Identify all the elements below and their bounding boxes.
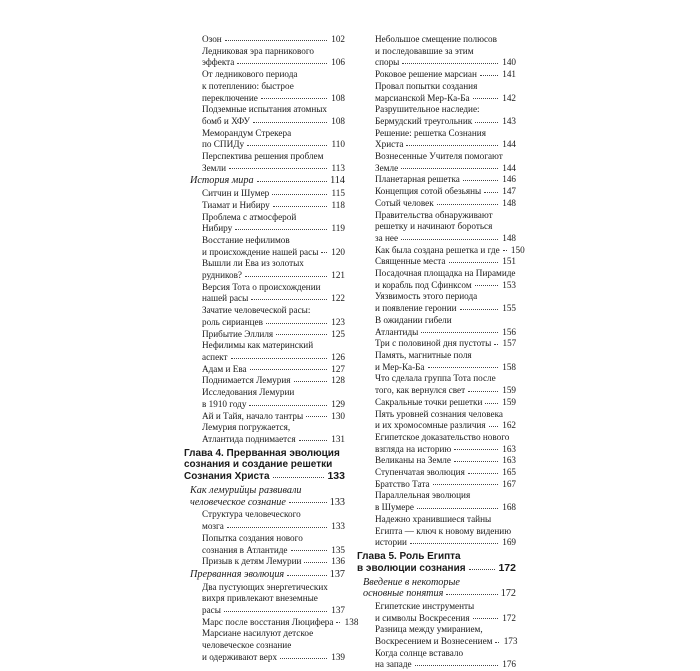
dot-leader [266,323,327,324]
toc-entry-text: Глава 4. Прерванная эволюция [184,447,340,459]
toc-entry-text: Что сделала группа Тота после [375,373,496,384]
toc-entry-text: основные понятия [363,588,444,600]
toc-entry [184,128,345,151]
dot-leader [475,285,498,286]
toc-entry-text: Великаны на Земле [375,455,451,466]
toc-entry [184,104,345,127]
toc-entry-text: Лемурия погружается, [202,422,291,433]
toc-entry-text: Христа [375,139,404,150]
page-number: 156 [502,326,516,337]
toc-entry-text: и последовавшие за этим [375,45,474,56]
page-number: 133 [329,496,345,508]
page-number: 108 [331,115,345,126]
toc-entry-text: Решение: решетка Сознания [375,127,486,138]
toc-entry [357,104,516,127]
dot-leader [402,63,498,64]
toc-entry [357,256,516,268]
dot-leader [299,440,327,441]
toc-entry [184,305,345,328]
page-number: 102 [331,34,345,44]
dot-leader [276,334,327,335]
toc-entry [357,198,516,210]
page-number: 157 [502,338,517,349]
page-number: 148 [502,197,516,208]
toc-entry [184,258,345,281]
toc-entry [357,186,516,198]
dot-leader [273,206,327,207]
page-number: 126 [331,351,345,362]
dot-leader [468,391,498,392]
page-number: 139 [331,651,345,662]
toc-entry [357,81,516,104]
dot-leader [433,484,498,485]
toc-entry-text: Вышли ли Ева из золотых [202,258,304,269]
page-number: 106 [331,57,345,68]
toc-entry-text: Земли [202,162,226,173]
toc-entry-text: Проблема с атмосферой [202,211,297,222]
toc-entry-text: Память, магнитные поля [375,349,472,360]
dot-leader [287,575,327,576]
dot-leader [406,145,498,146]
page-number: 172 [500,588,516,600]
dot-leader [469,569,496,570]
toc-entry-text: Атлантида поднимается [202,433,296,444]
toc-entry-text: Три с половиной дня пустоты [375,338,492,349]
page-number: 169 [502,537,516,548]
page-number: 153 [502,279,516,290]
page-number: 141 [502,69,516,80]
toc-entry-text: человеческое сознание [202,640,292,651]
toc-entry-text: и корабль под Сфинксом [375,279,472,290]
toc-entry [184,34,345,46]
toc-entry-text: Адам и Ева [202,363,247,374]
toc-entry-text: Провал попытки создания [375,80,478,91]
toc-entry-text: Вознесенные Учителя помогают [375,151,503,162]
toc-entry [357,455,516,467]
page-number: 120 [331,246,345,257]
dot-leader [428,367,499,368]
toc-entry-text: Атлантиды [375,326,419,337]
page-number: 129 [331,398,345,409]
toc-entry-text: Бермудский треугольник [375,115,473,126]
toc-entry-text: От ледникового периода [202,69,298,80]
dot-leader [449,262,498,263]
toc-entry-text: Разница между умиранием, [375,624,483,635]
toc-entry-text: Введение в некоторые [363,576,460,588]
toc-chapter [357,551,516,575]
page-number: 151 [502,256,516,267]
toc-entry [357,210,516,245]
page-number: 143 [502,115,516,126]
dot-leader [454,461,498,462]
toc-entry-text: Земле [375,162,399,173]
toc-entry-text: Небольшое смещение полюсов [375,34,497,44]
toc-entry-text: История мира [190,175,254,187]
dot-leader [257,181,327,182]
dot-leader [272,194,327,195]
toc-entry-text: Попытка создания нового [202,532,303,543]
toc-column-left [184,34,359,664]
toc-entry [357,432,516,455]
dot-leader [237,63,327,64]
toc-entry [184,69,345,104]
toc-entry-text: Ледниковая эра парникового [202,45,314,56]
page-number: 115 [331,188,345,199]
dot-leader [421,332,498,333]
page-number: 137 [331,605,345,616]
toc-entry-text: Нибиру [202,223,233,234]
toc-entry-text: и Мер-Ка-Ба [375,361,425,372]
toc-entry-text: Посадочная площадка на Пирамиде [375,268,516,279]
toc-entry [184,282,345,305]
toc-entry [357,624,516,647]
toc-entry [357,338,516,350]
toc-entry [357,69,516,81]
toc-entry [184,188,345,200]
toc-entry-text: Уязвимость этого периода [375,291,478,302]
page-number: 118 [331,199,345,210]
toc-entry [357,350,516,373]
toc-entry [357,601,516,624]
page-number: 146 [502,174,516,185]
toc-entry-text: аспект [202,351,228,362]
toc-entry-text: Пять уровней сознания человека [375,408,503,419]
page-number: 165 [502,467,516,478]
toc-entry-text: Глава 5. Роль Египта [357,550,461,562]
toc-entry-text: сознания в Атлантиде [202,544,288,555]
toc-entry [184,364,345,376]
dot-leader [475,122,498,123]
dot-leader [463,180,498,181]
toc-entry-text: и одерживают верх [202,651,278,662]
page-number: 127 [331,363,345,374]
toc-entry-text: роль сирианцев [202,316,263,327]
dot-leader [480,75,498,76]
page-number: 147 [502,186,516,197]
page-number: 159 [502,396,516,407]
toc-entry-text: Священные места [375,256,446,267]
page-number: 162 [502,420,516,431]
toc-entry [357,244,525,257]
toc-entry-text: человеческое сознание [190,496,286,508]
page-number: 163 [502,443,516,454]
page-number: 138 [344,616,359,627]
page-number: 155 [502,303,516,314]
dot-leader [306,416,327,417]
toc-entry [357,479,516,491]
page-number: 128 [331,375,345,386]
dot-leader [291,550,327,551]
toc-entry [357,291,516,314]
page-number: 119 [331,223,345,234]
toc-entry-text: Тиамат и Нибиру [202,199,270,210]
toc-entry [184,411,345,423]
toc-entry-text: Зачатие человеческой расы: [202,305,311,316]
toc-entry-text: Марсиане насилуют детское [202,628,314,639]
toc-entry-text: на западе [375,659,412,670]
toc-entry-text: Надежно хранившиеся тайны [375,513,492,524]
toc-entry [357,648,516,671]
toc-entry-text: за нее [375,232,399,243]
toc-entry-text: Ситчин и Шумер [202,188,270,199]
toc-entry-text: Планетарная решетка [375,174,460,185]
page-number: 122 [331,293,345,304]
dot-leader [249,405,327,406]
toc-entry-text: в 1910 году [202,398,247,409]
dot-leader [280,658,327,659]
toc-entry [357,151,516,174]
toc-entry-text: и появление геронии [375,303,457,314]
page-number: 172 [498,561,516,574]
toc-entry [184,533,345,556]
dot-leader [336,622,340,623]
dot-leader [415,665,498,666]
toc-entry-text: Поднимается Лемурия [202,375,291,386]
dot-leader [454,449,498,450]
toc-entry [357,128,516,151]
toc-entry [184,375,345,387]
dot-leader [261,98,327,99]
toc-entry-text: Меморандум Стрекера [202,127,292,138]
toc-entry-text: рудников? [202,270,243,281]
dot-leader [294,381,328,382]
toc-entry [184,582,345,617]
toc-entry [184,329,345,341]
dot-leader [231,358,327,359]
dot-leader [245,276,327,277]
toc-entry-text: Разрушительное наследие: [375,104,480,115]
toc-entry-text: вихря привлекают внеземные [202,593,318,604]
toc-entry-text: по СПИДу [202,139,245,150]
dot-leader [401,168,498,169]
toc-entry-text: Перспектива решения проблем [202,151,324,162]
toc-column-right [357,34,525,671]
toc-entry [357,467,516,479]
page-number: 148 [502,232,516,243]
page-number: 108 [331,92,345,103]
page-number: 158 [502,361,516,372]
toc-entry-text: Версия Тота о происхождении [202,281,321,292]
dot-leader [321,252,327,253]
toc-entry [357,397,516,409]
toc-entry-text: сознания и создание решетки [184,459,333,471]
page-number: 173 [503,636,518,647]
toc-entry-text: Воскресением и Вознесением [375,636,493,647]
dot-leader [229,168,327,169]
dot-leader [446,594,497,595]
toc-section [184,175,345,187]
toc-entry-text: переключение [202,92,258,103]
toc-entry-text: В ожидании гибели [375,314,452,325]
dot-leader [227,527,327,528]
dot-leader [473,618,498,619]
dot-leader [401,239,498,240]
toc-entry-text: и символы Воскресения [375,612,470,623]
toc-section [184,569,345,581]
toc-entry-text: Египетские инструменты [375,600,475,611]
toc-entry-text: нашей расы [202,293,249,304]
page-number: 135 [331,544,345,555]
toc-entry-text: Сакральные точки решетки [375,396,483,407]
toc-entry-text: Прибытие Эллиля [202,328,274,339]
toc-entry-text: Подземные испытания атомных [202,104,328,115]
toc-entry-text: Нефилимы как материнский [202,340,314,351]
toc-entry-text: взгляда на историю [375,443,452,454]
dot-leader [484,192,498,193]
dot-leader [485,403,498,404]
toc-entry-text: Параллельная эволюция [375,490,471,501]
page-number: 136 [331,556,345,567]
toc-entry-text: бомб и ХФУ [202,115,250,126]
toc-entry [184,151,345,174]
toc-entry [357,514,516,549]
toc-entry [357,490,516,513]
toc-entry-text: Египетское доказательство нового [375,431,510,442]
page-number: 172 [502,612,516,623]
toc-entry [357,409,516,432]
toc-entry-text: эффекта [202,57,235,68]
dot-leader [247,145,327,146]
dot-leader [437,204,498,205]
page-number: 130 [331,410,345,421]
page-number: 137 [329,568,345,580]
page-number: 167 [502,478,516,489]
dot-leader [224,611,327,612]
page-number: 110 [331,139,345,150]
dot-leader [289,502,327,503]
toc-entry [357,174,516,186]
toc-entry-text: мозга [202,521,224,532]
toc-entry-text: марсианской Мер-Ка-Ба [375,92,470,103]
toc-entry-text: Египта — ключ к новому видению [375,525,512,536]
dot-leader [460,309,498,310]
page-number: 131 [331,433,345,444]
toc-entry [184,212,345,235]
dot-leader [225,40,327,41]
dot-leader [473,98,498,99]
page-number: 140 [502,57,516,68]
page-number: 125 [331,328,345,339]
toc-entry [184,46,345,69]
toc-entry-text: того, как вернулся свет [375,385,466,396]
toc-entry-text: Правительства обнаруживают [375,209,493,220]
toc-entry [184,509,345,532]
toc-entry-text: споры [375,57,400,68]
toc-entry [357,315,516,338]
page-number: 176 [502,659,516,670]
toc-entry-text: Ай и Тайя, начало тантры [202,410,304,421]
page-number: 114 [330,175,345,187]
toc-entry [184,200,345,212]
page-number: 133 [331,521,345,532]
dot-leader [410,543,498,544]
toc-entry-text: Прерванная эволюция [190,568,285,580]
toc-entry-text: Восстание нефилимов [202,234,290,245]
toc-entry-text: решетку и начинают бороться [375,221,493,232]
toc-chapter [184,448,345,483]
toc-entry [357,373,516,396]
toc-entry-text: Братство Тата [375,478,430,489]
toc-entry-text: Сознания Христа [184,471,270,483]
toc-entry-text: к потеплению: быстрое [202,80,294,91]
page-number: 113 [331,162,345,173]
toc-entry [184,387,345,410]
toc-entry [184,235,345,258]
dot-leader [503,250,507,251]
page-number: 121 [331,270,345,281]
dot-leader [273,477,325,478]
page-number: 144 [502,139,516,150]
dot-leader [468,473,498,474]
dot-leader [250,369,327,370]
page-number: 133 [327,470,345,483]
toc-entry-text: Озон [202,34,222,44]
toc-entry [184,616,359,629]
toc-section [357,577,516,600]
toc-entry-text: Структура человеческого [202,509,301,520]
toc-entry-text: в эволюции сознания [357,562,466,574]
dot-leader [417,508,498,509]
toc-entry [357,268,516,291]
toc-entry [357,34,516,69]
page-number: 150 [510,244,525,255]
toc-entry-text: Роковое решение марсиан [375,69,477,80]
page-number: 159 [502,385,516,396]
toc-entry-text: расы [202,605,221,616]
toc-entry-text: Призыв к детям Лемурии [202,556,302,567]
dot-leader [495,642,499,643]
page-number: 142 [502,92,516,103]
dot-leader [494,344,498,345]
toc-entry-text: Марс после восстания Люцифера [202,616,334,627]
toc-entry-text: истории [375,537,407,548]
toc-entry-text: и происхождение нашей расы [202,246,319,257]
toc-entry [184,556,345,568]
toc-entry-text: Сотый человек [375,197,434,208]
page-number: 168 [502,502,516,513]
toc-entry [184,628,345,663]
dot-leader [251,299,327,300]
page-number: 123 [331,316,345,327]
toc-entry-text: и их хромосомные различия [375,420,486,431]
dot-leader [489,426,498,427]
toc-entry-text: Исследования Лемурии [202,387,295,398]
toc-entry-text: в Шумере [375,502,414,513]
dot-leader [304,562,327,563]
dot-leader [235,229,327,230]
page-number: 163 [502,455,516,466]
toc-entry-text: Как была создана решетка и где [375,244,500,255]
toc-entry [184,340,345,363]
toc-entry-text: Когда солнце вставало [375,647,464,658]
toc-entry-text: Два пустующих энергетических [202,581,328,592]
toc-entry-text: Ступенчатая эволюция [375,467,465,478]
toc-entry-text: Как лемурийцы развивали [190,485,302,496]
toc-entry-text: Концепция сотой обезьяны [375,186,482,197]
toc-section [184,485,345,508]
page-number: 144 [502,162,516,173]
dot-leader [253,122,327,123]
toc-entry [184,422,345,445]
